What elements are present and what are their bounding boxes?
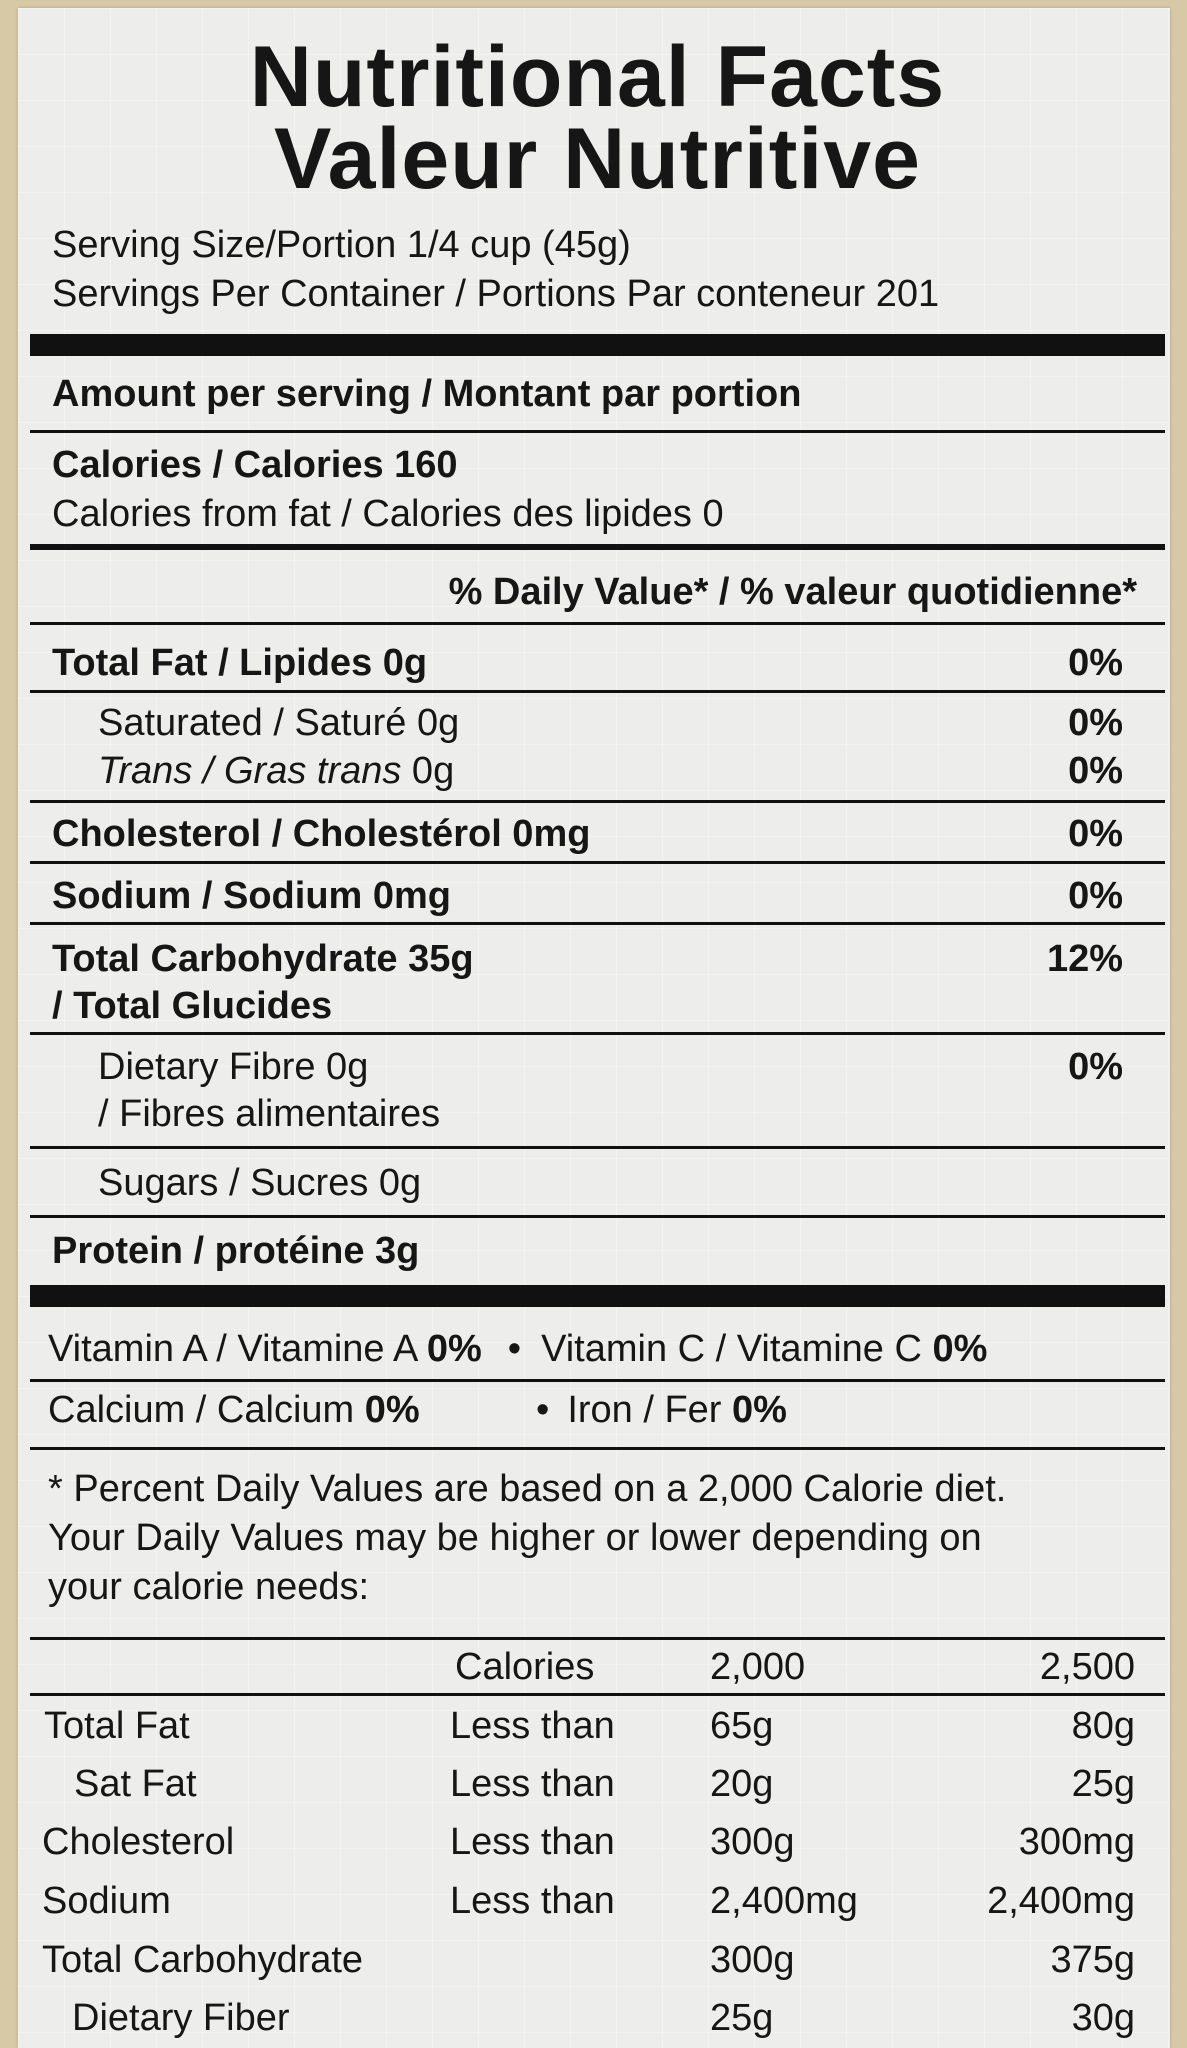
calories: Calories / Calories 160	[52, 444, 458, 486]
dv-row-value-2500: 375g	[1050, 1939, 1135, 1981]
calories-from-fat: Calories from fat / Calories des lipides 0	[52, 493, 724, 535]
saturated-dv: 0%	[1068, 702, 1123, 744]
dv-row-value-2000: 2,400mg	[710, 1880, 858, 1922]
total-fat-label: Total Fat / Lipides 0g	[52, 642, 428, 684]
divider	[30, 1032, 1165, 1035]
iron-label: Iron / Fer	[567, 1389, 733, 1431]
dv-row-condition: Less than	[450, 1880, 615, 1922]
dv-row-value-2000: 300g	[710, 1939, 795, 1981]
dv-table-header-calories: Calories	[455, 1646, 595, 1688]
footnote-line-2: Your Daily Values may be higher or lower depending on	[48, 1517, 982, 1559]
bullet-icon: •	[536, 1389, 550, 1431]
divider	[30, 1447, 1165, 1450]
divider	[30, 1637, 1165, 1640]
dv-row-value-2500: 25g	[1071, 1763, 1135, 1805]
vitamin-row-1	[48, 1330, 987, 1368]
dv-row-value-2000: 25g	[710, 1997, 774, 2039]
fibre-dv: 0%	[1068, 1046, 1123, 1088]
protein-label: Protein / protéine 3g	[52, 1230, 420, 1272]
dv-row-nutrient: Dietary Fiber	[72, 1997, 290, 2039]
footnote-line-1: * Percent Daily Values are based on a 2,000 Calorie diet.	[48, 1468, 1007, 1510]
servings-per-container: Servings Per Container / Portions Par conteneur 201	[52, 273, 940, 315]
dv-row-nutrient: Total Fat	[44, 1705, 190, 1747]
divider	[30, 1146, 1165, 1149]
divider-thick	[30, 334, 1165, 356]
trans-fat-amount: 0g	[401, 750, 455, 792]
footnote-line-3: your calorie needs:	[48, 1566, 370, 1608]
bullet-icon: •	[507, 1328, 522, 1370]
divider	[30, 922, 1165, 925]
divider-medium	[30, 544, 1165, 550]
dv-table-header-2500: 2,500	[1039, 1646, 1135, 1688]
iron-value: 0%	[732, 1389, 787, 1431]
sodium-dv: 0%	[1068, 875, 1123, 917]
divider	[30, 622, 1165, 625]
calcium-label: Calcium / Calcium	[48, 1389, 365, 1431]
dv-row-value-2500: 30g	[1071, 1997, 1135, 2039]
vitamin-c-value: 0%	[932, 1328, 988, 1370]
title-fr: Valeur Nutritive	[274, 111, 921, 207]
total-fat-dv: 0%	[1068, 642, 1123, 684]
cholesterol-dv: 0%	[1068, 813, 1123, 855]
dv-row-value-2500: 80g	[1071, 1705, 1135, 1747]
sodium-label: Sodium / Sodium 0mg	[52, 875, 452, 917]
dv-row-nutrient: Cholesterol	[42, 1821, 235, 1863]
dv-row-value-2000: 20g	[710, 1763, 774, 1805]
calcium-text	[48, 1391, 420, 1429]
trans-fat-label	[98, 752, 454, 790]
divider	[30, 861, 1165, 864]
dv-row-nutrient: Total Carbohydrate	[42, 1939, 364, 1981]
title-en: Nutritional Facts	[249, 29, 946, 125]
divider	[30, 430, 1165, 433]
dv-row-value-2000: 300g	[710, 1821, 795, 1863]
carb-dv: 12%	[1046, 938, 1123, 980]
vitamin-a-value: 0%	[426, 1328, 482, 1370]
dv-table-header-2000: 2,000	[710, 1646, 806, 1688]
vitamin-c-label: Vitamin C / Vitamine C	[541, 1328, 933, 1370]
fibre-label-2: / Fibres alimentaires	[98, 1093, 441, 1135]
serving-size: Serving Size/Portion 1/4 cup (45g)	[52, 224, 631, 266]
divider	[30, 800, 1165, 803]
dv-row-value-2500: 2,400mg	[987, 1880, 1135, 1922]
cholesterol-label: Cholesterol / Cholestérol 0mg	[52, 813, 591, 855]
divider	[30, 1215, 1165, 1218]
dv-row-value-2000: 65g	[710, 1705, 774, 1747]
divider	[30, 1379, 1165, 1382]
calcium-value: 0%	[364, 1389, 420, 1431]
amount-per-serving: Amount per serving / Montant par portion	[52, 373, 802, 415]
dv-row-nutrient: Sat Fat	[74, 1763, 197, 1805]
saturated-label: Saturated / Saturé 0g	[98, 702, 460, 744]
trans-fat-dv: 0%	[1068, 750, 1123, 792]
trans-fat-italic: Trans / Gras trans	[98, 750, 402, 792]
dv-row-nutrient: Sodium	[42, 1880, 171, 1922]
carb-label-1: Total Carbohydrate 35g	[52, 938, 474, 980]
carb-label-2: / Total Glucides	[52, 985, 333, 1027]
dv-row-value-2500: 300mg	[1018, 1821, 1135, 1863]
sugars-label: Sugars / Sucres 0g	[98, 1162, 422, 1204]
dv-row-condition: Less than	[450, 1705, 615, 1747]
vitamin-a-label: Vitamin A / Vitamine A	[48, 1328, 427, 1370]
dv-header: % Daily Value* / % valeur quotidienne*	[448, 571, 1137, 613]
iron-text	[536, 1391, 787, 1429]
dv-row-condition: Less than	[450, 1821, 615, 1863]
dv-row-condition: Less than	[450, 1763, 615, 1805]
divider	[30, 690, 1165, 693]
fibre-label-1: Dietary Fibre 0g	[98, 1046, 369, 1088]
divider-thick	[30, 1285, 1165, 1307]
divider	[30, 1693, 1165, 1696]
